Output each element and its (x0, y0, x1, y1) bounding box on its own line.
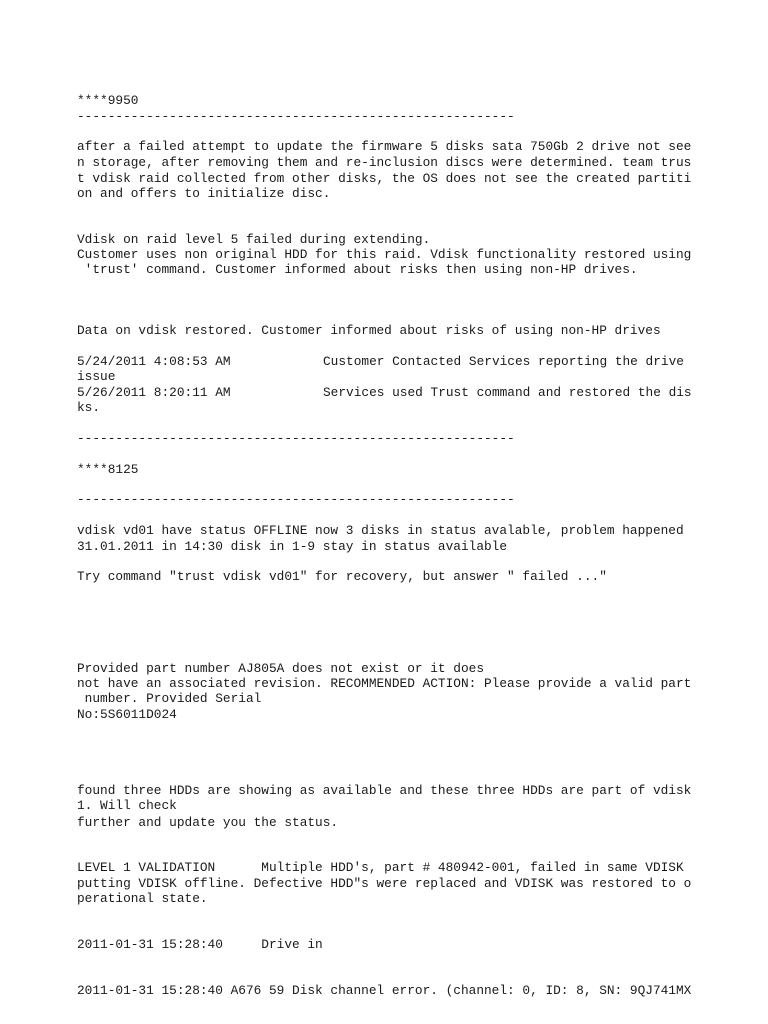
case2-part-line-4: No:5S6011D024 (77, 707, 177, 722)
case1-resolution-line-3: 'trust' command. Customer informed about risks then using non-HP drives. (77, 262, 638, 277)
case2-part-line-1: Provided part number AJ805A does not exist or it does (77, 661, 485, 676)
case1-line-4: on and offers to initialize disc. (77, 186, 331, 201)
case2-line-2: 31.01.2011 in 14:30 disk in 1-9 stay in status available (77, 539, 508, 554)
log-entry-text-line-2: issue (77, 369, 116, 384)
case2-found-line-3: further and update you the status. (77, 815, 339, 830)
case2-found-line-2: 1. Will check (77, 798, 177, 813)
log-entry-text-line-2: ks. (77, 400, 101, 415)
case1-line-2: n storage, after removing them and re-inclusion discs were determined. team trus (77, 155, 692, 170)
case2-command: Try command "trust vdisk vd01" for recovery, but answer " failed ..." (77, 569, 607, 584)
case-id-2: ****8125 (77, 462, 139, 477)
case2-validation-line-3: perational state. (77, 891, 208, 906)
case2-part-line-3: number. Provided Serial (77, 691, 262, 706)
log-entry-date: 5/24/2011 4:08:53 AM (77, 354, 231, 369)
event-log-line-1: 2011-01-31 15:28:40 Drive in (77, 937, 323, 952)
log-entry-text-line-1: Services used Trust command and restored the dis (323, 385, 692, 400)
log-entry-date: 5/26/2011 8:20:11 AM (77, 385, 231, 400)
case-id-1: ****9950 (77, 93, 139, 108)
case1-line-1: after a failed attempt to update the firmware 5 disks sata 750Gb 2 drive not see (77, 139, 692, 154)
case1-summary: Data on vdisk restored. Customer informed about risks of using non-HP drives (77, 323, 661, 338)
case2-part-line-2: not have an associated revision. RECOMMENDED ACTION: Please provide a valid part (77, 676, 692, 691)
case1-line-3: t vdisk raid collected from other disks, the OS does not see the created partiti (77, 171, 692, 186)
case2-validation-line-1: LEVEL 1 VALIDATION Multiple HDD's, part # 480942-001, failed in same VDISK (77, 860, 684, 875)
case1-resolution-line-2: Customer uses non original HDD for this raid. Vdisk functionality restored using (77, 247, 692, 262)
case1-resolution-line-1: Vdisk on raid level 5 failed during extending. (77, 232, 431, 247)
separator: --------------------------------------------------------- (77, 109, 515, 124)
log-entry-text-line-1: Customer Contacted Services reporting the drive (323, 354, 684, 369)
separator: --------------------------------------------------------- (77, 492, 515, 507)
case2-line-1: vdisk vd01 have status OFFLINE now 3 disks in status avalable, problem happened (77, 523, 684, 538)
separator: --------------------------------------------------------- (77, 431, 515, 446)
case2-validation-line-2: putting VDISK offline. Defective HDD"s were replaced and VDISK was restored to o (77, 876, 692, 891)
event-log-line-2: 2011-01-31 15:28:40 A676 59 Disk channel error. (channel: 0, ID: 8, SN: 9QJ741MX (77, 983, 692, 998)
case2-found-line-1: found three HDDs are showing as available and these three HDDs are part of vdisk (77, 783, 692, 798)
